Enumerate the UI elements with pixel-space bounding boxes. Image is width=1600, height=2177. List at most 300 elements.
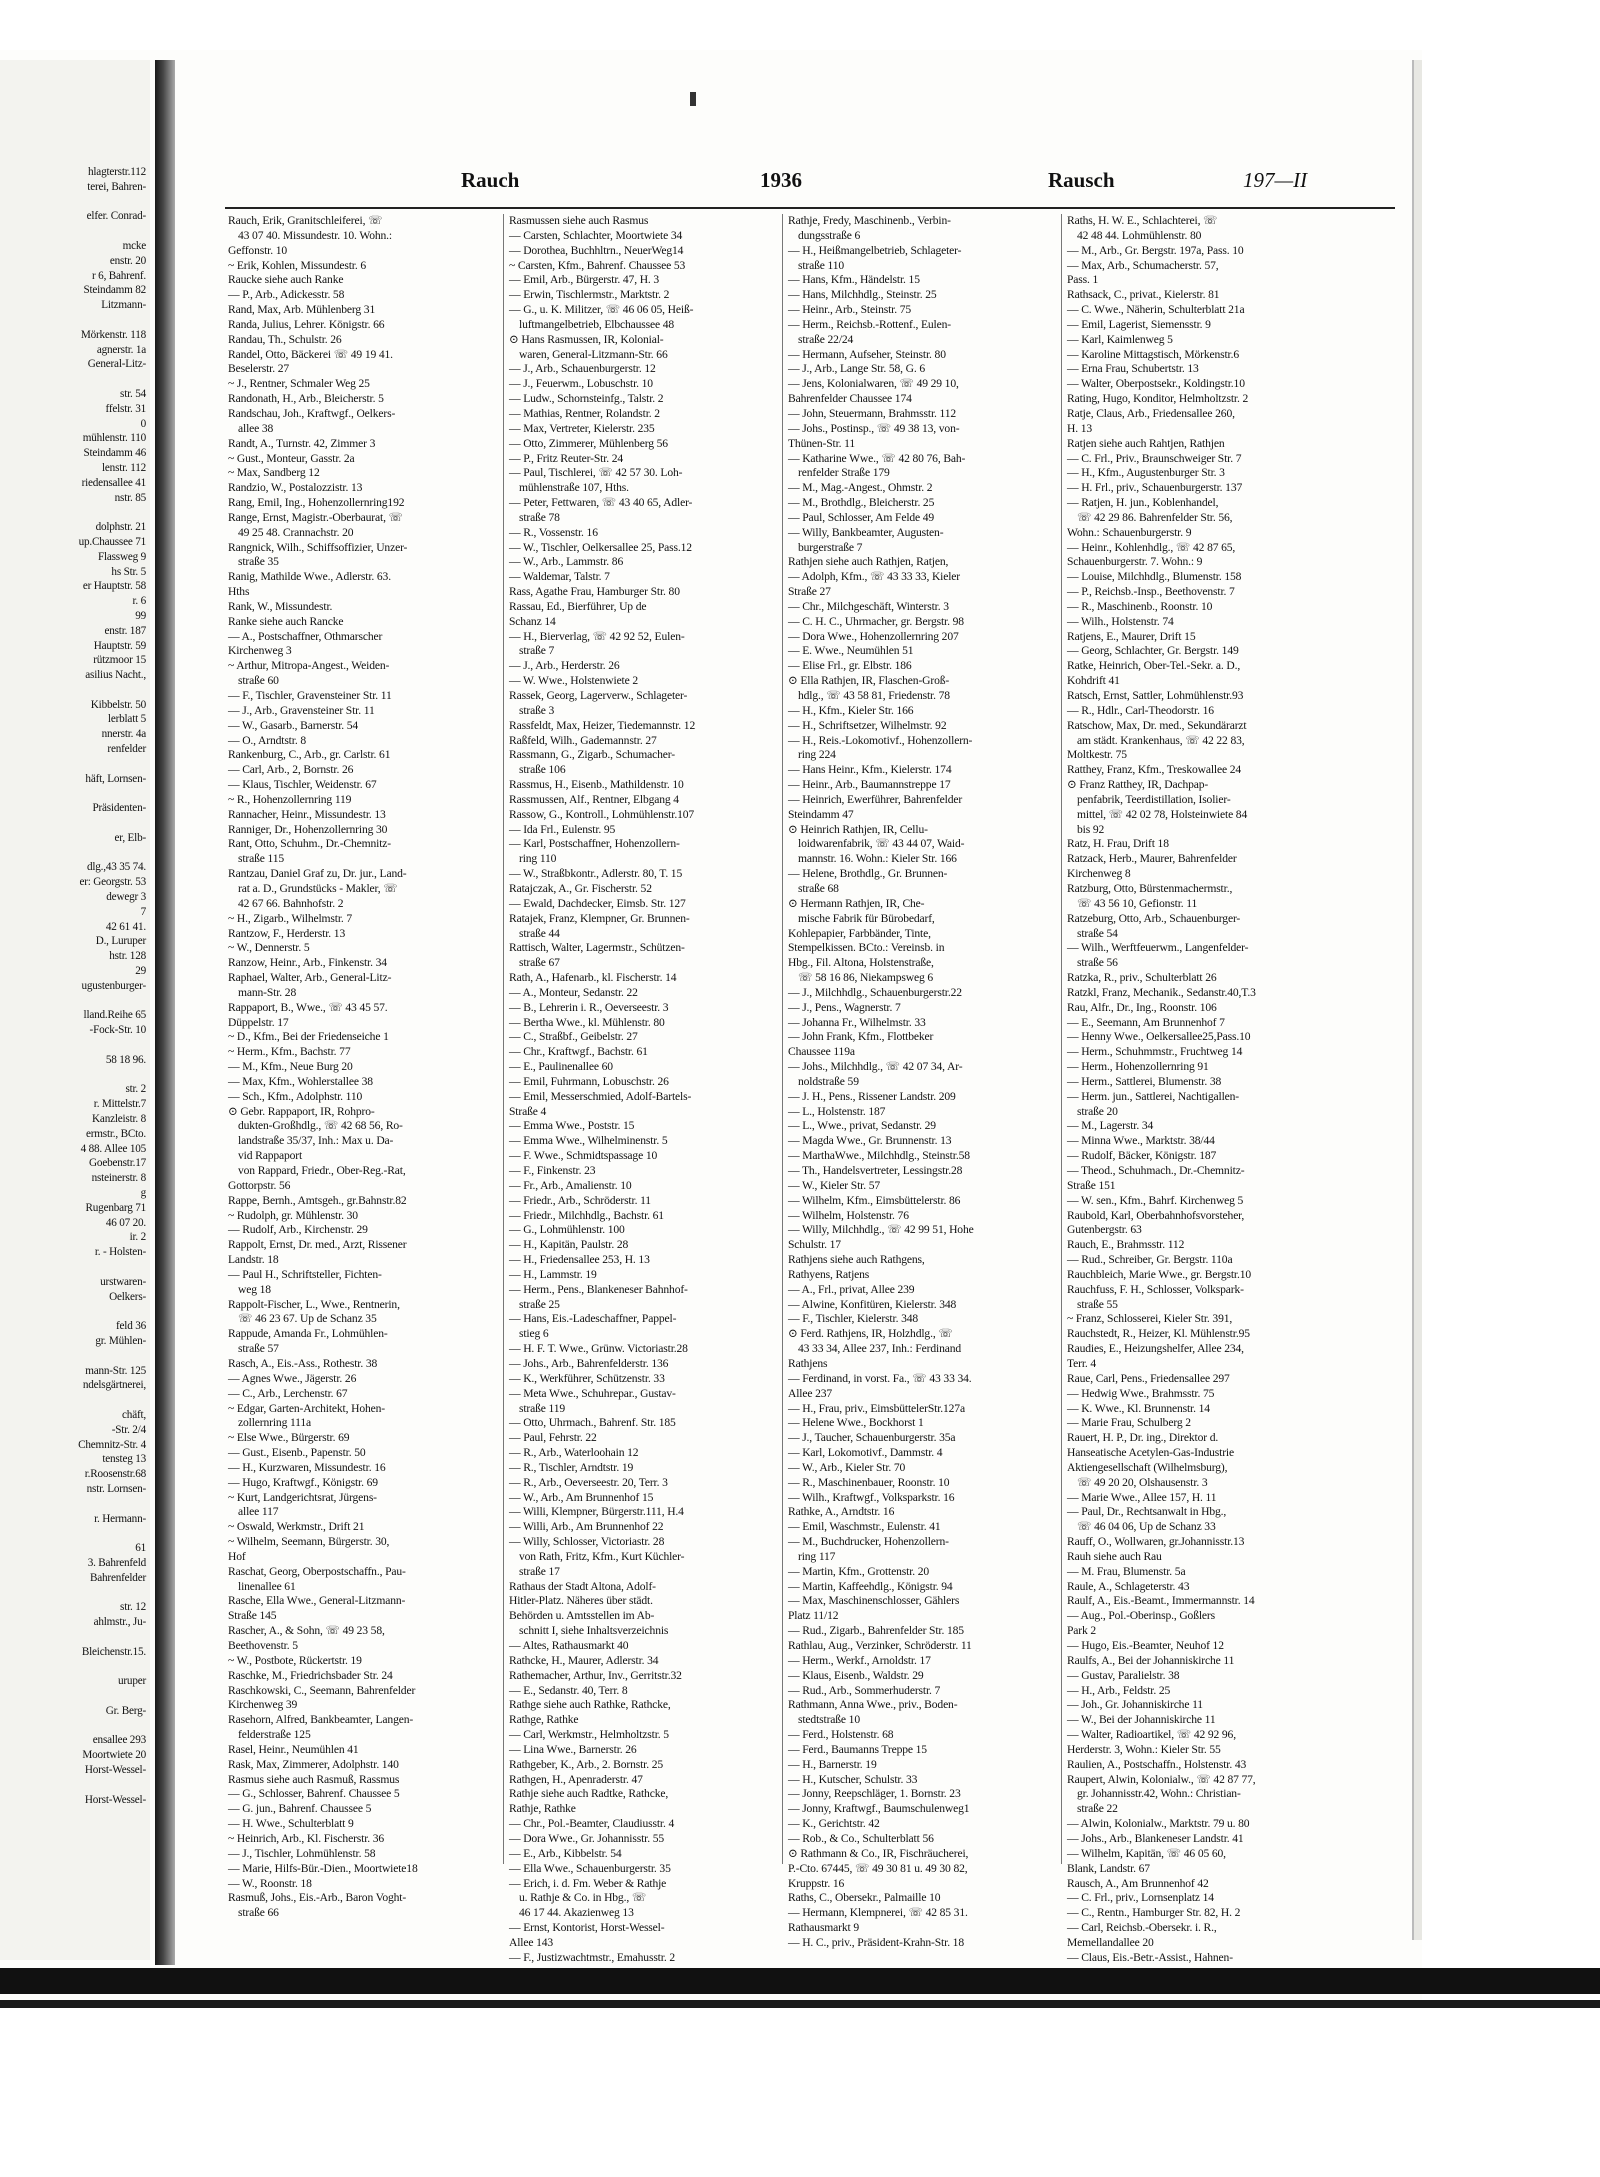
directory-entry-line: ~ D., Kfm., Bei der Friedenseiche 1 bbox=[228, 1030, 389, 1044]
directory-entry-line: — Hans, Eis.-Ladeschaffner, Pappel- bbox=[509, 1312, 677, 1326]
directory-entry-line: — Wilh., Kraftwgf., Volksparkstr. 16 bbox=[788, 1490, 955, 1504]
directory-entry-line: — Max, Vertreter, Kielerstr. 235 bbox=[509, 421, 655, 435]
directory-entry-line: — Hermann, Klempnerei, ☏ 42 85 31. bbox=[788, 1906, 968, 1920]
directory-entry-line: ~ Wilhelm, Seemann, Bürgerstr. 30, bbox=[228, 1535, 390, 1549]
directory-entry-line: mann-Str. 28 bbox=[238, 985, 297, 999]
facing-page-fragment bbox=[0, 505, 150, 520]
facing-page-fragment: Steindamm 46 bbox=[83, 447, 146, 460]
directory-entry-line: — Claus, Eis.-Betr.-Assist., Hahnen- bbox=[1067, 1950, 1233, 1964]
directory-entry-line: — Minna Wwe., Marktstr. 38/44 bbox=[1067, 1134, 1215, 1148]
directory-entry-line: Rappolt, Ernst, Dr. med., Arzt, Rissener bbox=[228, 1238, 407, 1252]
directory-entry-line: mittel, ☏ 42 02 78, Holsteinwiete 84 bbox=[1077, 807, 1248, 821]
directory-entry-line: Raschke, M., Friedrichsbader Str. 24 bbox=[228, 1668, 393, 1682]
directory-entry-line: straße 78 bbox=[519, 510, 560, 524]
directory-entry-line: — R., Arb., Oeverseestr. 20, Terr. 3 bbox=[509, 1475, 668, 1489]
directory-entry-line: Rass, Agathe Frau, Hamburger Str. 80 bbox=[509, 585, 680, 599]
directory-entry-line: ☏ 43 56 10, Gefionstr. 11 bbox=[1077, 896, 1198, 910]
facing-page-fragment: 3. Bahrenfeld bbox=[87, 1556, 146, 1569]
directory-entry-line: straße 66 bbox=[238, 1906, 279, 1920]
facing-page-fragment bbox=[0, 372, 150, 387]
facing-page-fragment: urstwaren- bbox=[100, 1275, 146, 1288]
directory-entry-line: noldstraße 59 bbox=[798, 1074, 859, 1088]
directory-entry-line: u. Rathje & Co. in Hbg., ☏ bbox=[519, 1891, 647, 1905]
directory-entry-line: — H., Kfm., Augustenburger Str. 3 bbox=[1067, 466, 1225, 480]
directory-entry-line: — H., Reis.-Lokomotivf., Hohenzollern- bbox=[788, 733, 973, 747]
directory-entry-line: von Rappard, Friedr., Ober-Reg.-Rat, bbox=[238, 1164, 406, 1177]
directory-entry-line: Rasche, Ella Wwe., General-Litzmann- bbox=[228, 1594, 406, 1608]
directory-entry-line: Steindamm 47 bbox=[788, 807, 854, 821]
directory-entry-line: Chaussee 119a bbox=[788, 1045, 855, 1059]
directory-entry-line: Kirchenweg 8 bbox=[1067, 867, 1131, 881]
facing-page-fragment: 58 18 96. bbox=[105, 1053, 146, 1066]
directory-entry-line: — Bertha Wwe., kl. Mühlenstr. 80 bbox=[509, 1015, 665, 1029]
directory-entry-line: — Ernst, Kontorist, Horst-Wessel- bbox=[509, 1921, 665, 1935]
directory-entry-line: — J., Milchhdlg., Schauenburgerstr.22 bbox=[788, 985, 962, 999]
facing-page-fragment: Präsidenten- bbox=[92, 802, 146, 815]
facing-page-fragment bbox=[0, 1526, 150, 1541]
facing-page-fragment bbox=[0, 1659, 150, 1674]
directory-entry-line: — H., Arb., Feldstr. 25 bbox=[1067, 1683, 1171, 1697]
directory-entry-line: Rattisch, Walter, Lagermstr., Schützen- bbox=[509, 941, 685, 955]
directory-entry-line: — Ferd., Holstenstr. 68 bbox=[788, 1728, 894, 1742]
directory-entry-line: Ratthey, Franz, Kfm., Treskowallee 24 bbox=[1067, 763, 1242, 777]
directory-entry-line: — Johs., Postinsp., ☏ 49 38 13, von- bbox=[788, 421, 960, 435]
facing-page-fragment: -Str. 2/4 bbox=[111, 1423, 146, 1436]
directory-entry-line: — J., Taucher, Schauenburgerstr. 35a bbox=[788, 1431, 956, 1445]
directory-entry-line: Rannacher, Heinr., Missundestr. 13 bbox=[228, 807, 386, 821]
directory-entry-line: Rangnick, Wilh., Schiffsoffizier, Unzer- bbox=[228, 540, 408, 554]
directory-entry-line: Rathlau, Aug., Verzinker, Schröderstr. 11 bbox=[788, 1639, 972, 1652]
directory-entry-line: — Mathias, Rentner, Rolandstr. 2 bbox=[509, 406, 660, 420]
directory-entry-line: — Karoline Mittagstisch, Mörkenstr.6 bbox=[1067, 347, 1240, 361]
directory-entry-line: Rassow, G., Kontroll., Lohmühlenstr.107 bbox=[509, 807, 695, 821]
facing-page-fragment: mcke bbox=[122, 239, 146, 252]
directory-entry-line: — W. sen., Kfm., Bahrf. Kirchenweg 5 bbox=[1067, 1193, 1244, 1207]
directory-entry-line: — F., Tischler, Kielerstr. 348 bbox=[788, 1312, 919, 1326]
directory-entry-line: — Herm., Pens., Blankeneser Bahnhof- bbox=[509, 1282, 688, 1296]
facing-page-fragment: up.Chaussee 71 bbox=[78, 535, 146, 548]
directory-entry-line: Rasel, Heinr., Neumühlen 41 bbox=[228, 1742, 359, 1756]
facing-page-fragment: hs Str. 5 bbox=[111, 565, 146, 578]
directory-entry-line: — R., Tischler, Arndtstr. 19 bbox=[509, 1460, 634, 1474]
directory-entry-line: ☏ 46 23 67. Up de Schanz 35 bbox=[238, 1312, 377, 1326]
directory-entry-line: — C., Arb., Lerchenstr. 67 bbox=[228, 1386, 348, 1400]
directory-entry-line: 46 17 44. Akazienweg 13 bbox=[519, 1906, 634, 1920]
directory-entry-line: ⊙ Heinrich Rathjen, IR, Cellu- bbox=[788, 822, 928, 836]
facing-page-fragment: tensteg 13 bbox=[102, 1453, 146, 1466]
directory-entry-line: ⊙ Ferd. Rathjens, IR, Holzhdlg., ☏ bbox=[788, 1327, 953, 1341]
directory-entry-line: — Paul, Fehrstr. 22 bbox=[509, 1431, 597, 1445]
directory-entry-line: — Max, Maschinenschlosser, Gählers bbox=[788, 1594, 960, 1608]
directory-entry-line: Gutenbergstr. 63 bbox=[1067, 1223, 1142, 1237]
directory-entry-line: — G., Schlosser, Bahrenf. Chaussee 5 bbox=[228, 1787, 400, 1801]
directory-entry-line: Ranig, Mathilde Wwe., Adlerstr. 63. bbox=[228, 570, 391, 584]
facing-page-fragment: renfelder bbox=[107, 743, 146, 756]
directory-entry-line: — F., Tischler, Gravensteiner Str. 11 bbox=[228, 689, 392, 702]
directory-entry-line: Ratajczak, A., Gr. Fischerstr. 52 bbox=[509, 881, 652, 895]
directory-entry-line: — Peter, Fettwaren, ☏ 43 40 65, Adler- bbox=[509, 496, 693, 510]
directory-entry-line: schnitt I, siehe Inhaltsverzeichnis bbox=[519, 1624, 669, 1638]
directory-entry-line: Rankenburg, C., Arb., gr. Carlstr. 61 bbox=[228, 748, 391, 762]
directory-entry-line: Raubold, Karl, Oberbahnhofsvorsteher, bbox=[1067, 1208, 1245, 1222]
facing-page-fragment: rützmoor 15 bbox=[93, 654, 146, 667]
directory-entry-line: penfabrik, Teerdistillation, Isolier- bbox=[1077, 792, 1231, 806]
directory-entry-line: straße 106 bbox=[519, 763, 566, 777]
directory-entry-line: — Max, Arb., Schumacherstr. 57, bbox=[1067, 258, 1219, 272]
directory-entry-line: straße 35 bbox=[238, 555, 279, 569]
directory-entry-line: Ratschow, Max, Dr. med., Sekundärarzt bbox=[1067, 718, 1247, 732]
facing-page-fragment: ahlmstr., Ju- bbox=[93, 1616, 146, 1629]
directory-entry-line: Rating, Hugo, Konditor, Helmholtzstr. 2 bbox=[1067, 392, 1249, 406]
directory-entry-line: burgerstraße 7 bbox=[798, 540, 863, 554]
header-year: 1936 bbox=[760, 168, 802, 192]
facing-page-fragment bbox=[0, 816, 150, 831]
directory-entry-line: — Chr., Kraftwgf., Bachstr. 61 bbox=[509, 1045, 648, 1059]
directory-entry-line: — Alwine, Konfitüren, Kielerstr. 348 bbox=[788, 1297, 957, 1311]
directory-entry-line: Blank, Landstr. 67 bbox=[1067, 1861, 1150, 1875]
directory-entry-line: — J. H., Pens., Rissener Landstr. 209 bbox=[788, 1089, 956, 1103]
directory-entry-line: Rathjens siehe auch Rathgens, bbox=[788, 1253, 925, 1267]
directory-entry-line: Randonath, H., Arb., Bleicherstr. 5 bbox=[228, 392, 384, 406]
directory-entry-line: ⊙ Hans Rasmussen, IR, Kolonial- bbox=[509, 332, 664, 346]
facing-page-fragment: enstr. 187 bbox=[104, 624, 146, 637]
directory-entry-line: — Heinr., Arb., Steinstr. 75 bbox=[788, 303, 912, 317]
directory-entry-line: H. 13 bbox=[1067, 421, 1093, 435]
directory-entry-line: Ranniger, Dr., Hohenzollernring 30 bbox=[228, 822, 388, 836]
facing-page-fragment: enstr. 20 bbox=[109, 254, 146, 267]
directory-entry-line: Kohdrift 41 bbox=[1067, 674, 1120, 688]
directory-entry-line: — M. Frau, Blumenstr. 5a bbox=[1067, 1564, 1186, 1578]
directory-entry-line: Raulfs, A., Bei der Johanniskirche 11 bbox=[1067, 1653, 1235, 1667]
facing-page-fragment: lland.Reihe 65 bbox=[83, 1009, 146, 1022]
directory-entry-line: — K., Gerichtstr. 42 bbox=[788, 1817, 880, 1831]
directory-entry-line: straße 22 bbox=[1077, 1802, 1118, 1816]
directory-entry-line: — Paul, Dr., Rechtsanwalt in Hbg., bbox=[1067, 1505, 1227, 1519]
directory-entry-line: — Jens, Kolonialwaren, ☏ 49 29 10, bbox=[788, 377, 959, 391]
directory-entry-line: — Ludw., Schornsteinfg., Talstr. 2 bbox=[509, 392, 664, 406]
directory-entry-line: — Heinr., Kohlenhdlg., ☏ 42 87 65, bbox=[1067, 540, 1236, 554]
directory-entry-line: — H., Kurzwaren, Missundestr. 16 bbox=[228, 1460, 386, 1474]
directory-entry-line: ~ Edgar, Garten-Architekt, Hohen- bbox=[228, 1401, 385, 1415]
directory-entry-line: — Martin, Kfm., Grottenstr. 20 bbox=[788, 1564, 930, 1578]
facing-page-fragment: 0 bbox=[140, 417, 146, 430]
facing-page-fragment: ugustenburger- bbox=[81, 979, 146, 992]
directory-entry-line: straße 7 bbox=[519, 644, 555, 658]
running-header bbox=[225, 168, 1400, 198]
facing-page-fragment bbox=[0, 1304, 150, 1319]
directory-entry-line: Rathcke, H., Maurer, Adlerstr. 34 bbox=[509, 1653, 659, 1667]
directory-entry-line: — A., Postschaffner, Othmarscher bbox=[228, 629, 383, 643]
directory-entry-line: — Willy, Bankbeamter, Augusten- bbox=[788, 525, 944, 539]
directory-entry-line: Randa, Julius, Lehrer. Königstr. 66 bbox=[228, 317, 385, 331]
column-divider bbox=[1061, 214, 1062, 1864]
directory-entry-line: stedtstraße 10 bbox=[798, 1713, 860, 1727]
directory-entry-line: — Walter, Oberpostsekr., Koldingstr.10 bbox=[1067, 377, 1245, 391]
directory-entry-line: Rauch, E., Brahmsstr. 112 bbox=[1067, 1238, 1185, 1252]
facing-page-fragment: ensallee 293 bbox=[92, 1734, 146, 1747]
directory-entry-line: ~ Max, Sandberg 12 bbox=[228, 466, 320, 480]
facing-page-fragment bbox=[0, 1497, 150, 1512]
directory-entry-line: — Meta Wwe., Schuhrepar., Gustav- bbox=[509, 1386, 676, 1400]
directory-entry-line: straße 119 bbox=[519, 1401, 566, 1415]
directory-entry-line: Wohn.: Schauenburgerstr. 9 bbox=[1067, 525, 1192, 539]
directory-entry-line: ~ Erik, Kohlen, Missundestr. 6 bbox=[228, 258, 366, 272]
directory-entry-line: — W., Gasarb., Barnerstr. 54 bbox=[228, 718, 359, 732]
directory-entry-line: — B., Lehrerin i. R., Oeverseestr. 3 bbox=[509, 1000, 669, 1014]
facing-page-fragment: elfer. Conrad- bbox=[86, 210, 146, 223]
directory-entry-line: Randau, Th., Schulstr. 26 bbox=[228, 332, 342, 346]
directory-entry-line: — P., Fritz Reuter-Str. 24 bbox=[509, 451, 624, 465]
facing-page-fragment bbox=[0, 313, 150, 328]
facing-page-fragment bbox=[0, 846, 150, 861]
directory-entry-line: Ratzburg, Otto, Bürstenmachermstr., bbox=[1067, 881, 1233, 895]
directory-entry-line: Terr. 4 bbox=[1067, 1356, 1097, 1370]
directory-entry-line: ring 110 bbox=[519, 852, 557, 866]
facing-page-fragment bbox=[0, 1778, 150, 1793]
directory-entry-line: — Ferd., Baumanns Treppe 15 bbox=[788, 1742, 927, 1756]
directory-entry-line: ⊙ Rathmann & Co., IR, Fischräucherei, bbox=[788, 1846, 969, 1860]
facing-page-fragment: uruper bbox=[118, 1675, 146, 1688]
directory-entry-line: — Ewald, Dachdecker, Eimsb. Str. 127 bbox=[509, 896, 686, 910]
directory-entry-line: — Hugo, Eis.-Beamter, Neuhof 12 bbox=[1067, 1639, 1224, 1652]
facing-page-fragment bbox=[0, 1586, 150, 1601]
facing-page-fragment: 42 61 41. bbox=[105, 920, 146, 933]
directory-entry-line: Ranzow, Heinr., Arb., Finkenstr. 34 bbox=[228, 956, 387, 970]
facing-page-fragment bbox=[0, 1719, 150, 1734]
directory-entry-line: Ratje, Claus, Arb., Friedensallee 260, bbox=[1067, 406, 1235, 420]
directory-entry-line: — Willy, Schlosser, Victoriastr. 28 bbox=[509, 1535, 665, 1549]
directory-entry-line: loidwarenfabrik, ☏ 43 44 07, Waid- bbox=[798, 837, 965, 851]
directory-entry-line: Rathyens, Ratjens bbox=[788, 1267, 870, 1281]
directory-entry-line: — W., Roonstr. 18 bbox=[228, 1876, 312, 1890]
directory-entry-line: Hanseatische Acetylen-Gas-Industrie bbox=[1067, 1446, 1234, 1460]
directory-entry-line: — Carl, Arb., 2, Bornstr. 26 bbox=[228, 763, 354, 777]
facing-page-fragment: str. 54 bbox=[120, 387, 146, 400]
directory-entry-line: — Theod., Schuhmach., Dr.-Chemnitz- bbox=[1067, 1164, 1245, 1177]
directory-entry-line: — Dora Wwe., Gr. Johannisstr. 55 bbox=[509, 1831, 665, 1845]
directory-entry-line: — Fr., Arb., Amalienstr. 10 bbox=[509, 1178, 632, 1192]
facing-page-fragment: gr. Mühlen- bbox=[95, 1334, 146, 1347]
directory-entry-line: — Gustav, Paralielstr. 38 bbox=[1067, 1668, 1180, 1682]
directory-entry-line: Bahrenfelder Chaussee 174 bbox=[788, 392, 912, 406]
directory-column-1 bbox=[228, 214, 496, 1920]
directory-entry-line: vid Rappaport bbox=[238, 1149, 303, 1163]
facing-page-fragment: r.Roosenstr.68 bbox=[84, 1468, 146, 1481]
directory-entry-line: — Helene Wwe., Bockhorst 1 bbox=[788, 1416, 924, 1430]
directory-entry-line: zollernring 111a bbox=[238, 1416, 312, 1430]
directory-entry-line: — Hans Heinr., Kfm., Kielerstr. 174 bbox=[788, 763, 952, 777]
directory-entry-line: — Herm., Werkf., Arnoldstr. 17 bbox=[788, 1653, 931, 1667]
directory-entry-line: — Ratjen, H. jun., Koblenhandel, bbox=[1067, 496, 1219, 510]
directory-entry-line: — Hans, Kfm., Händelstr. 15 bbox=[788, 273, 920, 287]
directory-entry-line: Rath, A., Hafenarb., kl. Fischerstr. 14 bbox=[509, 971, 677, 985]
directory-entry-line: — Magda Wwe., Gr. Brunnenstr. 13 bbox=[788, 1134, 952, 1148]
directory-entry-line: Raue, Carl, Pens., Friedensallee 297 bbox=[1067, 1371, 1230, 1385]
directory-entry-line: — C., Straßbf., Geibelstr. 27 bbox=[509, 1030, 638, 1044]
facing-page-fragment: hstr. 128 bbox=[109, 950, 146, 963]
directory-entry-line: Landstr. 18 bbox=[228, 1253, 279, 1267]
facing-page-fragment: häft, Lornsen- bbox=[85, 772, 146, 785]
directory-entry-line: — Adolph, Kfm., ☏ 43 33 33, Kieler bbox=[788, 570, 961, 584]
directory-entry-line: — Karl, Lokomotivf., Dammstr. 4 bbox=[788, 1446, 943, 1460]
directory-entry-line: — Waldemar, Talstr. 7 bbox=[509, 570, 610, 584]
directory-entry-line: — Emil, Lagerist, Siemensstr. 9 bbox=[1067, 317, 1211, 331]
directory-entry-line: — Lina Wwe., Barnerstr. 26 bbox=[509, 1742, 637, 1756]
directory-entry-line: dungsstraße 6 bbox=[798, 228, 861, 242]
directory-entry-line: Rathje, Fredy, Maschinenb., Verbin- bbox=[788, 214, 951, 227]
directory-entry-line: — G. jun., Bahrenf. Chaussee 5 bbox=[228, 1802, 372, 1816]
directory-entry-line: Park 2 bbox=[1067, 1624, 1097, 1638]
directory-entry-line: — P., Reichsb.-Insp., Beethovenstr. 7 bbox=[1067, 585, 1235, 599]
directory-entry-line: — Katharine Wwe., ☏ 42 80 76, Bah- bbox=[788, 451, 966, 465]
directory-entry-line: Raudies, E., Heizungshelfer, Allee 234, bbox=[1067, 1342, 1244, 1356]
facing-page-fragment: 4 88. Allee 105 bbox=[80, 1142, 146, 1155]
directory-entry-line: — Hans, Milchhdlg., Steinstr. 25 bbox=[788, 288, 937, 302]
directory-entry-line: — H., Heißmangelbetrieb, Schlageter- bbox=[788, 243, 962, 257]
facing-page-fragment: 7 bbox=[140, 905, 146, 918]
directory-entry-line: Rascher, A., & Sohn, ☏ 49 23 58, bbox=[228, 1624, 385, 1638]
directory-entry-line: Rassfeldt, Max, Heizer, Tiedemannstr. 12 bbox=[509, 718, 696, 732]
facing-page-fragment: -Fock-Str. 10 bbox=[89, 1024, 146, 1037]
facing-page-fragment: Hauptstr. 59 bbox=[93, 639, 146, 652]
directory-entry-line: waren, General-Litzmann-Str. 66 bbox=[519, 347, 668, 361]
directory-entry-line: — Aug., Pol.-Oberinsp., Goßlers bbox=[1067, 1609, 1215, 1623]
facing-page-fragment: Gr. Berg- bbox=[105, 1704, 146, 1717]
directory-entry-line: — Emma Wwe., Wilhelminenstr. 5 bbox=[509, 1134, 668, 1148]
directory-entry-line: hdlg., ☏ 43 58 81, Friedenstr. 78 bbox=[798, 689, 950, 702]
directory-entry-line: Schanz 14 bbox=[509, 614, 556, 628]
directory-entry-line: — H., Lammstr. 19 bbox=[509, 1267, 597, 1281]
directory-entry-line: — Rud., Schreiber, Gr. Bergstr. 110a bbox=[1067, 1253, 1233, 1267]
directory-entry-line: 42 67 66. Bahnhofstr. 2 bbox=[238, 896, 344, 910]
directory-entry-line: — H., Friedensallee 253, H. 13 bbox=[509, 1253, 650, 1267]
directory-entry-line: Kirchenweg 3 bbox=[228, 644, 292, 658]
directory-entry-line: Raule, A., Schlageterstr. 43 bbox=[1067, 1579, 1190, 1593]
column-divider bbox=[503, 214, 504, 1864]
directory-entry-line: — K. Wwe., Kl. Brunnenstr. 14 bbox=[1067, 1401, 1210, 1415]
directory-entry-line: Ratzack, Herb., Maurer, Bahrenfelder bbox=[1067, 852, 1237, 866]
directory-entry-line: Ratz, H. Frau, Drift 18 bbox=[1067, 837, 1169, 851]
directory-entry-line: straße 44 bbox=[519, 926, 560, 940]
directory-entry-line: Rappaport, B., Wwe., ☏ 43 45 57. bbox=[228, 1000, 388, 1014]
directory-entry-line: Gottorpstr. 56 bbox=[228, 1178, 291, 1192]
book-spine-shadow bbox=[155, 60, 175, 1965]
directory-entry-line: ☏ 58 16 86, Niekampsweg 6 bbox=[798, 971, 934, 985]
directory-entry-line: — A., Monteur, Sedanstr. 22 bbox=[509, 985, 638, 999]
directory-entry-line: Ranke siehe auch Rancke bbox=[228, 614, 344, 628]
directory-entry-line: ~ Else Wwe., Bürgerstr. 69 bbox=[228, 1431, 350, 1445]
facing-page-fragment: ir. 2 bbox=[129, 1231, 146, 1244]
directory-entry-line: ~ W., Postbote, Rückertstr. 19 bbox=[228, 1653, 362, 1667]
directory-entry-line: — W., Straßbkontr., Adlerstr. 80, T. 15 bbox=[509, 867, 683, 881]
directory-entry-line: — Wilhelm, Holstenstr. 76 bbox=[788, 1208, 909, 1222]
directory-entry-line: — L., Holstenstr. 187 bbox=[788, 1104, 886, 1118]
directory-entry-line: — Rudolf, Arb., Kirchenstr. 29 bbox=[228, 1223, 368, 1237]
directory-entry-line: am städt. Krankenhaus, ☏ 42 22 83, bbox=[1077, 733, 1245, 747]
directory-entry-line: Raschkowski, C., Seemann, Bahrenfelder bbox=[228, 1683, 416, 1697]
page-number: 197—II bbox=[1243, 168, 1308, 192]
directory-entry-line: — Emil, Waschmstr., Eulenstr. 41 bbox=[788, 1520, 941, 1534]
binding-mark bbox=[690, 92, 696, 106]
directory-entry-line: — Dorothea, Buchhltrn., NeuerWeg14 bbox=[509, 243, 684, 257]
directory-entry-line: — Th., Handelsvertreter, Lessingstr.28 bbox=[788, 1164, 963, 1177]
directory-entry-line: Hbg., Fil. Altona, Holstenstraße, bbox=[788, 956, 934, 970]
directory-entry-line: straße 110 bbox=[798, 258, 845, 272]
directory-entry-line: Allee 237 bbox=[788, 1386, 833, 1400]
facing-page-fragment: ermstr., BCto. bbox=[86, 1127, 146, 1140]
facing-page-fragment bbox=[0, 1038, 150, 1053]
directory-entry-line: — Louise, Milchhdlg., Blumenstr. 158 bbox=[1067, 570, 1242, 584]
directory-entry-line: — C. Frl., priv., Lornsenplatz 14 bbox=[1067, 1891, 1214, 1905]
directory-entry-line: — Johs., Milchhdlg., ☏ 42 07 34, Ar- bbox=[788, 1060, 963, 1074]
directory-entry-line: Randel, Otto, Bäckerei ☏ 49 19 41. bbox=[228, 347, 393, 361]
directory-entry-line: — R., Hdlr., Carl-Theodorstr. 16 bbox=[1067, 703, 1214, 717]
directory-entry-line: 49 25 48. Crannachstr. 20 bbox=[238, 525, 354, 539]
directory-entry-line: — Paul H., Schriftsteller, Fichten- bbox=[228, 1267, 382, 1281]
directory-entry-line: — Friedr., Milchhdlg., Bachstr. 61 bbox=[509, 1208, 664, 1222]
directory-entry-line: — Sch., Kfm., Adolphstr. 110 bbox=[228, 1089, 363, 1103]
directory-entry-line: weg 18 bbox=[238, 1282, 271, 1296]
facing-page-fragment bbox=[0, 786, 150, 801]
facing-page-fragment bbox=[0, 683, 150, 698]
directory-entry-line: mühlenstraße 107, Hths. bbox=[519, 481, 629, 495]
directory-entry-line: Rassmussen, Alf., Rentner, Elbgang 4 bbox=[509, 792, 679, 806]
directory-entry-line: — Marie, Hilfs-Bür.-Dien., Moortwiete18 bbox=[228, 1861, 418, 1875]
facing-page-fragment: r. Mittelstr.7 bbox=[93, 1098, 146, 1111]
directory-entry-line: Rank, W., Missundestr. bbox=[228, 599, 333, 613]
directory-entry-line: — E. Wwe., Neumühlen 51 bbox=[788, 644, 914, 658]
directory-entry-line: straße 60 bbox=[238, 674, 279, 688]
directory-entry-line: — C. H. C., Uhrmacher, gr. Bergstr. 98 bbox=[788, 614, 964, 628]
directory-entry-line: felderstraße 125 bbox=[238, 1728, 311, 1742]
facing-page-fragment: Flassweg 9 bbox=[97, 550, 146, 563]
directory-entry-line: — Johanna Fr., Wilhelmstr. 33 bbox=[788, 1015, 926, 1029]
directory-entry-line: — M., Lagerstr. 34 bbox=[1067, 1119, 1154, 1133]
directory-entry-line: — Jonny, Kraftwgf., Baumschulenweg1 bbox=[788, 1802, 970, 1816]
directory-entry-line: straße 22/24 bbox=[798, 332, 854, 346]
directory-entry-line: — Herm., Hohenzollernring 91 bbox=[1067, 1060, 1209, 1074]
directory-entry-line: Randschau, Joh., Kraftwgf., Oelkers- bbox=[228, 406, 396, 420]
directory-entry-line: — H., Frau, priv., EimsbüttelerStr.127a bbox=[788, 1401, 965, 1415]
directory-entry-line: Ratsch, Ernst, Sattler, Lohmühlenstr.93 bbox=[1067, 689, 1244, 702]
scan-border-bottom-2 bbox=[0, 2000, 1600, 2008]
facing-page-fragment bbox=[0, 195, 150, 210]
facing-page-fragment: ndelsgärtnerei, bbox=[82, 1379, 146, 1392]
facing-page-fragment bbox=[0, 994, 150, 1009]
directory-entry-line: — Herm. jun., Sattlerei, Nachtigallen- bbox=[1067, 1089, 1240, 1103]
directory-entry-line: — C. Frl., Priv., Braunschweiger Str. 7 bbox=[1067, 451, 1242, 465]
directory-entry-line: — Chr., Pol.-Beamter, Claudiusstr. 4 bbox=[509, 1817, 675, 1831]
facing-page-fragment: nstr. 85 bbox=[114, 491, 146, 504]
directory-entry-line: linenallee 61 bbox=[238, 1579, 296, 1593]
facing-page-fragment: Litzmann- bbox=[101, 299, 146, 312]
directory-entry-line: Beselerstr. 27 bbox=[228, 362, 290, 376]
directory-entry-line: — F., Justizwachtmstr., Emahusstr. 2 bbox=[509, 1950, 675, 1964]
directory-entry-line: Ratajek, Franz, Klempner, Gr. Brunnen- bbox=[509, 911, 690, 925]
directory-entry-line: Rask, Max, Zimmerer, Adolphstr. 140 bbox=[228, 1757, 399, 1771]
directory-entry-line: Rauh siehe auch Rau bbox=[1067, 1549, 1162, 1563]
directory-entry-line: — H. Frl., priv., Schauenburgerstr. 137 bbox=[1067, 481, 1243, 495]
facing-page-fragment: chäft, bbox=[122, 1408, 146, 1421]
directory-entry-line: — Willy, Milchhdlg., ☏ 42 99 51, Hohe bbox=[788, 1223, 974, 1237]
directory-entry-line: Allee 143 bbox=[509, 1935, 554, 1949]
directory-entry-line: Raßfeld, Wilh., Gademannstr. 27 bbox=[509, 733, 657, 747]
directory-entry-line: — H. C., priv., Präsident-Krahn-Str. 18 bbox=[788, 1935, 964, 1949]
facing-page-fragment: er Hauptstr. 58 bbox=[82, 580, 146, 593]
directory-entry-line: Rauch, Erik, Granitschleiferei, ☏ bbox=[228, 214, 383, 227]
facing-page-fragment: 99 bbox=[135, 609, 146, 622]
facing-page-fragment: mühlenstr. 110 bbox=[82, 432, 146, 445]
